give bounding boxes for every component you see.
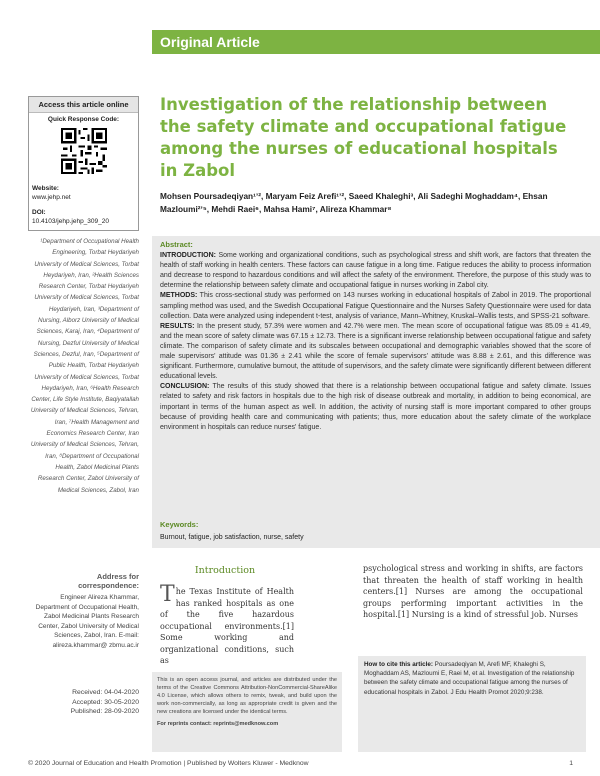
intro-label: INTRODUCTION: [160, 252, 216, 260]
citation-text: Poursadeqiyan M, Arefi MF, Khaleghi S, Moghaddam AS, Mazloumi E, Raei M, et al. Investigation of the relationship between the safety climate and occupational fatigue among the nurses of educational hospitals in Zabol. J Edu Health Promot 2020;9:238. [364, 661, 575, 696]
website-link[interactable]: www.jehp.net [32, 194, 71, 201]
citation-box [358, 656, 586, 752]
methods-label: METHODS: [160, 292, 198, 300]
page-footer [28, 760, 573, 767]
footer-copyright: © 2020 Journal of Education and Health Promotion | Published by Wolters Kluwer - Medknow [28, 760, 309, 767]
correspondence-heading [28, 572, 139, 590]
introduction-column-1 [160, 582, 294, 667]
article-title: Investigation of the relationship between the safety climate and occupational fatigue among the nurses of educational hospitals in Zabol [160, 95, 567, 180]
introduction-heading: Introduction [194, 565, 256, 576]
reprints-contact[interactable]: For reprints contact: reprints@medknow.com [157, 721, 279, 727]
methods-text: This cross-sectional study was performed on 143 nurses working in educational hospitals of Zabol in 2019. The proportional sampling method was used, and the Swedish Occupational Fatigue Questionnaire and the Nurses Safety Questionnaire were used for data collection. Data were analyzed using independent t-test, analysis of variance, Mann–Whitney, Kruskal–Wallis tests, and SPSS-21 software. [160, 292, 591, 320]
drop-cap: T [160, 582, 175, 607]
intro-text: Some working and organizational conditions, such as psychological stress and shift work, are factors that threaten the health of staff working in health centers. These factors can cause fatigue in a long time. Fatigue reduces the ability to process information and decrease to respond to hazardous conditions and will affect the safety of the environment. Therefore, the purpose of this study was to determine the relationship between safety climate and occupational fatigue in nurses working in Zabol city. [160, 252, 591, 290]
correspondence-heading-line1: Address for [96, 572, 139, 581]
doi-label: DOI: [32, 209, 46, 216]
website-block [29, 180, 138, 204]
results-text: In the present study, 57.3% were women and 42.7% were men. The mean score of occupational fatigue was 85.09 ± 41.49, and the mean score of safety climate was 67.15 ± 12.73. There is a significant inverse relationship between occupational fatigue and safety climate. The comparison of safety climate and its subscales between occupational and demographic variables showed that the score of male supervisors' attitude was 01.36 ± 2.41 while the score of female supervisors' attitude was 8.88 ± 2.61, and this difference was significant. Furthermore, cumulative burnout, the attitude of supervisors, and the safety climate were significantly different between different educational levels. [160, 322, 591, 381]
results-label: RESULTS: [160, 322, 195, 330]
keywords-heading: Keywords: [160, 520, 199, 529]
correspondence-body: Engineer Alireza Khammar, Department of Occupational Health, Zabol Medicinal Plants Research Center, Zabol University of Medical Sciences, Zabol, Iran. E-mail: alireza.khammar@ zbmu.ac.ir [35, 594, 139, 649]
received-date: Received: 04-04-2020 [72, 689, 139, 696]
published-date: Published: 28-09-2020 [70, 708, 139, 715]
abstract-methods [160, 291, 591, 321]
access-panel [28, 96, 139, 231]
citation-label: How to cite this article: [364, 661, 433, 668]
abstract-panel [152, 236, 600, 518]
license-box [152, 672, 342, 752]
accepted-date: Accepted: 30-05-2020 [72, 698, 139, 706]
introduction-column-2: psychological stress and working in shifts, are factors that threaten the health of staff working in health centers.[1] Nurses are among the occupational groups performing important activities in the hospital.[1] Nursing is a kind of stressful job. Nurses [363, 564, 583, 620]
article-dates [28, 688, 139, 717]
website-label: Website: [32, 185, 59, 192]
affiliations: ¹Department of Occupational Health Engineering, Torbat Heydariyeh University of Medical Sciences, Torbat Heydariyeh, Iran, ²Health Sciences Research Center, Torbat Heydariyeh University of Medical Sciences, Torbat Heydariyeh, Iran, ³Department of Nursing, Alborz University of Medical Sciences, Karaj, Iran, ⁴Department of Nursing, Dezful University of Medical Sciences, Dezful, Iran, ⁵Department of Public Health, Torbat Heydariyeh University of Medical Sciences, Torbat Heydariyeh, Iran, ⁶Health Research Center, Life Style Institute, Baqiyatallah University of Medical Sciences, Tehran, Iran, ⁷Health Management and Economics Research Center, Iran University of Medical Sciences, Tehran, Iran, ⁸Department of Occupational Health, Zabol Medicinal Plants Research Center, Zabol University of Medical Sciences, Zabol, Iran [30, 238, 139, 494]
abstract-introduction [160, 251, 591, 291]
access-box [28, 96, 139, 231]
keywords-panel [152, 518, 600, 548]
qr-code-icon[interactable] [61, 128, 107, 174]
doi-block [29, 204, 138, 230]
abstract-results [160, 322, 591, 383]
abstract-heading: Abstract: [160, 240, 193, 249]
correspondence-heading-line2: correspondence: [78, 581, 139, 590]
abstract-conclusion [160, 382, 591, 432]
access-heading: Access this article online [29, 97, 138, 113]
page-number: 1 [569, 760, 573, 767]
conclusion-label: CONCLUSION: [160, 383, 210, 391]
conclusion-text: The results of this study showed that there is a relationship between occupational fatigue and safety climate. Issues related to safety and risk factors in hospitals due to the high risk of disease outbreak and mortality, in addition to being economical, are important in terms of the human aspect as well. In addition, the activity of nursing staff is more important compared to other groups because of providing health care and communicating with patients; thus, more education about the safety climate of the workplace environment in hospitals can reduce nurses' fatigue. [160, 383, 591, 431]
doi-link[interactable]: 10.4103/jehp.jehp_309_20 [32, 218, 109, 225]
qr-label: Quick Response Code: [47, 116, 120, 123]
license-text: This is an open access journal, and articles are distributed under the terms of the Creative Commons Attribution-NonCommercial-ShareAlike 4.0 License, which allows others to remix, tweak, and build upon the work non-commercially, as long as appropriate credit is given and the new creations are licensed under the identical terms. [157, 677, 337, 715]
author-list: Mohsen Poursadeqiyan¹ʼ², Maryam Feiz Arefi¹ʼ², Saeed Khaleghi³, Ali Sadeghi Moghaddam⁴, Ehsan Mazloumi²ʼ⁵, Mehdi Raei⁶, Mahsa Hami⁷, Alireza Khammar⁸ [160, 191, 548, 214]
introduction-text-1: he Texas Institute of Health has ranked hospitals as one of the five hazardous occupational environments.[1] Some working and organizational conditions, such as [160, 587, 294, 665]
article-type-banner: Original Article [152, 30, 600, 54]
keywords-text: Burnout, fatigue, job satisfaction, nurse, safety [160, 534, 304, 541]
